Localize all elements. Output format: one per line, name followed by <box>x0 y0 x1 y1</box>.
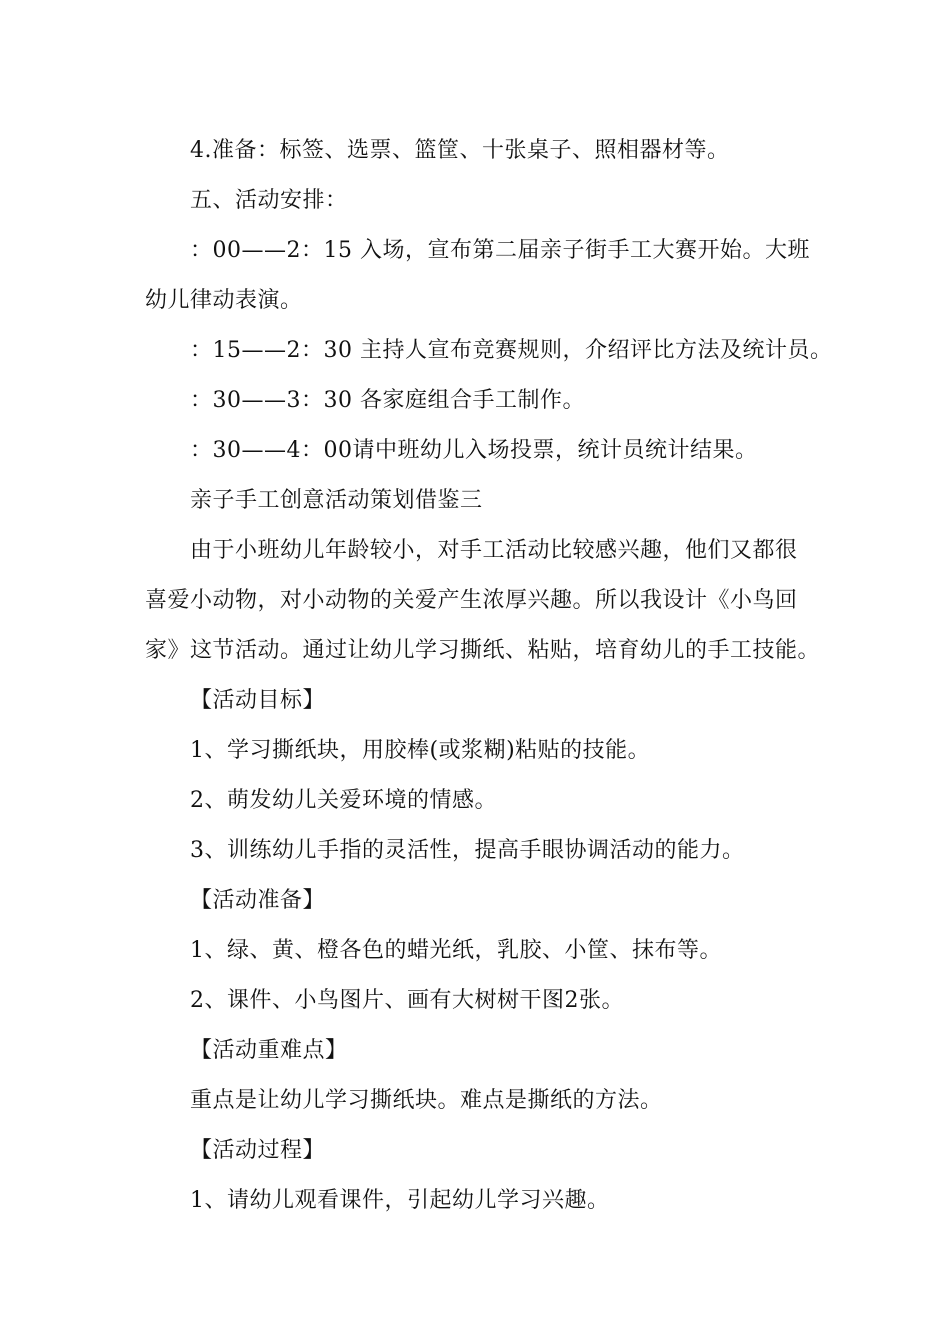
goal-item-1: 1、学习撕纸块，用胶棒(或浆糊)粘贴的技能。 <box>190 738 651 763</box>
preparation-item-2: 2、课件、小鸟图片、画有大树树干图2张。 <box>190 988 624 1013</box>
intro-paragraph-line-1: 由于小班幼儿年龄较小，对手工活动比较感兴趣，他们又都很 <box>190 538 798 563</box>
schedule-item-3: ：30——3：30 各家庭组合手工制作。 <box>190 388 585 413</box>
key-difficult-points-text: 重点是让幼儿学习撕纸块。难点是撕纸的方法。 <box>190 1088 663 1113</box>
schedule-item-1: ：00——2：15 入场，宣布第二届亲子街手工大赛开始。大班 <box>190 238 810 263</box>
heading-key-difficult-points: 【活动重难点】 <box>190 1038 348 1063</box>
heading-activity-preparation: 【活动准备】 <box>190 888 326 913</box>
schedule-item-4: ：30——4：00请中班幼儿入场投票，统计员统计结果。 <box>190 438 758 463</box>
schedule-item-1-continued: 幼儿律动表演。 <box>145 288 303 313</box>
heading-activity-goals: 【活动目标】 <box>190 688 326 713</box>
goal-item-3: 3、训练幼儿手指的灵活性，提高手眼协调活动的能力。 <box>190 838 745 863</box>
process-item-1: 1、请幼儿观看课件，引起幼儿学习兴趣。 <box>190 1188 610 1213</box>
schedule-item-2: ：15——2：30 主持人宣布竞赛规则，介绍评比方法及统计员。 <box>190 338 833 363</box>
goal-item-2: 2、萌发幼儿关爱环境的情感。 <box>190 788 497 813</box>
preparation-item-1: 1、绿、黄、橙各色的蜡光纸，乳胶、小筐、抹布等。 <box>190 938 722 963</box>
text-line-prep-materials: 4.准备：标签、选票、篮筐、十张桌子、照相器材等。 <box>190 138 730 163</box>
intro-paragraph-line-3: 家》这节活动。通过让幼儿学习撕纸、粘贴，培育幼儿的手工技能。 <box>145 638 821 663</box>
heading-activity-process: 【活动过程】 <box>190 1138 326 1163</box>
intro-paragraph-line-2: 喜爱小动物，对小动物的关爱产生浓厚兴趣。所以我设计《小鸟回 <box>145 588 798 613</box>
section-title: 亲子手工创意活动策划借鉴三 <box>190 488 483 513</box>
section-heading-schedule: 五、活动安排： <box>190 188 348 213</box>
